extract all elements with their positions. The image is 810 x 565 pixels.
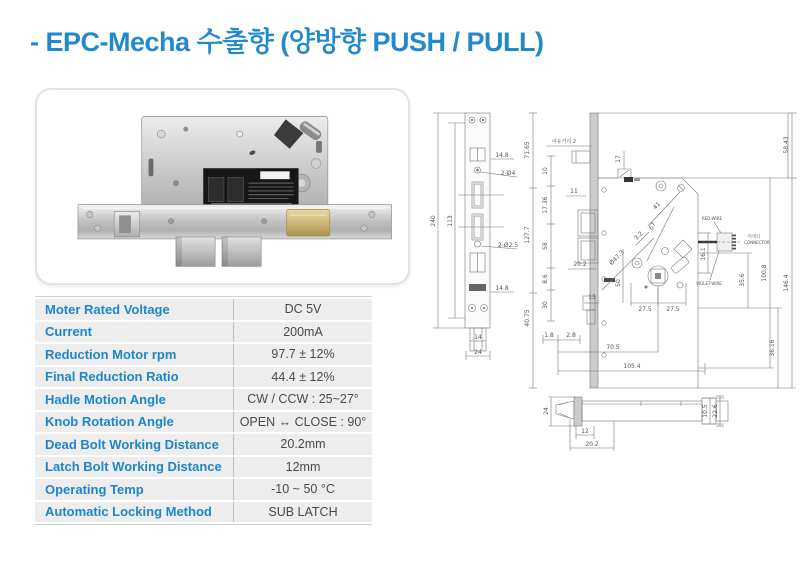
dim-label: 40.75: [524, 309, 531, 327]
dim-label: 2.8: [566, 332, 576, 339]
spec-label: Operating Temp: [45, 481, 144, 497]
brass-latch: [287, 210, 330, 236]
dim-label: 17: [615, 155, 622, 163]
dim-label: 67: [647, 221, 658, 232]
dim-label: 3.2: [633, 230, 645, 242]
dim-label: 10.5: [702, 404, 709, 418]
dim-label: 146.4: [783, 274, 790, 292]
dim-label: 17.36: [542, 196, 549, 214]
dim-label: 12: [581, 428, 589, 435]
dim-label: 2-Ø2.5: [497, 242, 519, 249]
dim-label: 20.2: [573, 261, 587, 268]
dim-label: 14.8: [495, 152, 509, 159]
spec-label: Final Reduction Ratio: [45, 369, 179, 385]
latch-bolts: [176, 237, 261, 266]
table-row: [35, 299, 372, 320]
dim-label: 105.4: [623, 363, 641, 370]
dim-label: 240: [430, 215, 437, 227]
spec-value: SUB LATCH: [233, 502, 372, 523]
dim-label: 여유거리 2: [551, 139, 577, 145]
dim-label: 8.6: [542, 274, 549, 284]
dim-label: 14: [474, 334, 482, 341]
lock-body: [142, 116, 328, 214]
table-row: [35, 367, 372, 388]
dim-label: 10: [542, 167, 549, 175]
spec-value: DC 5V: [233, 299, 372, 320]
spec-table: [35, 296, 372, 525]
spec-value: 44.4 ± 12%: [233, 367, 372, 388]
spec-value: -10 ~ 50 °C: [233, 479, 372, 500]
dim-label: RED-WIRE: [701, 216, 723, 221]
dim-label: 20.2: [585, 441, 599, 448]
page-title: - EPC-Mecha 수출향 (양방향 PUSH / PULL): [30, 27, 544, 57]
product-photo-card: [35, 88, 410, 285]
view-side-section: [529, 113, 797, 388]
spec-value: 97.7 ± 12%: [233, 344, 372, 365]
table-row: [35, 457, 372, 478]
dim-label: 1.8: [544, 332, 554, 339]
product-photo: [37, 90, 408, 283]
dim-label: 35.6: [739, 273, 746, 287]
table-row: [35, 434, 372, 455]
spec-label: Reduction Motor rpm: [45, 346, 177, 362]
spec-label: Latch Bolt Working Distance: [45, 459, 222, 475]
spec-value: 200mA: [233, 322, 372, 343]
technical-drawing: [418, 93, 808, 483]
dim-label: 58.43: [783, 136, 790, 154]
dim-label: 113: [447, 215, 454, 227]
dim-label: 2-Ø4: [500, 170, 516, 177]
dim-label: 27.5: [638, 306, 652, 313]
dim-label: 71.65: [524, 141, 531, 159]
dim-label: 70.5: [606, 344, 620, 351]
dim-label: 22.6: [712, 404, 719, 418]
spec-label: Current: [45, 324, 92, 340]
view-faceplate-front: [433, 113, 517, 360]
dim-label: 50: [615, 279, 622, 287]
spec-value: CW / CCW : 25~27°: [233, 389, 372, 410]
dim-label: 27.5: [666, 306, 680, 313]
spec-value: OPEN ↔ CLOSE : 90°: [233, 412, 372, 433]
dim-label: 30: [542, 301, 549, 309]
dim-label: CONNECTOR: [744, 240, 770, 245]
faceplate: [78, 205, 392, 239]
dim-label: Ø47.3: [608, 249, 626, 267]
dim-label: 127.7: [524, 226, 531, 244]
spec-label: Hadle Motion Angle: [45, 391, 166, 407]
dim-label: 24: [474, 349, 482, 356]
dim-label: 커넥터: [747, 235, 761, 240]
table-row: [35, 502, 372, 523]
dim-label: 14.8: [495, 285, 509, 292]
spec-label: Moter Rated Voltage: [45, 301, 170, 317]
dim-label: 100.8: [761, 264, 768, 282]
spec-label: Knob Rotation Angle: [45, 414, 174, 430]
dim-label: VIOLET-WIRE: [696, 281, 722, 286]
spec-value: 12mm: [233, 457, 372, 478]
dim-label: 11: [570, 188, 578, 195]
view-bottom-profile: [548, 396, 728, 451]
dim-label: 41: [651, 200, 663, 212]
technical-drawing-panel: [418, 93, 808, 483]
spec-value: 20.2mm: [233, 434, 372, 455]
table-row: [35, 322, 372, 343]
table-row: [35, 479, 372, 500]
spec-label-sticker: [203, 168, 298, 207]
dim-label: 13: [588, 294, 596, 301]
spec-label: Dead Bolt Working Distance: [45, 436, 219, 452]
dim-label: 36.16: [769, 339, 776, 357]
spec-label: Automatic Locking Method: [45, 504, 212, 520]
dim-label: 16.1: [700, 247, 707, 261]
dim-label: 24: [543, 407, 550, 415]
table-row: [35, 412, 372, 433]
table-row: [35, 389, 372, 410]
dim-label: 58: [542, 242, 549, 250]
table-row: [35, 344, 372, 365]
